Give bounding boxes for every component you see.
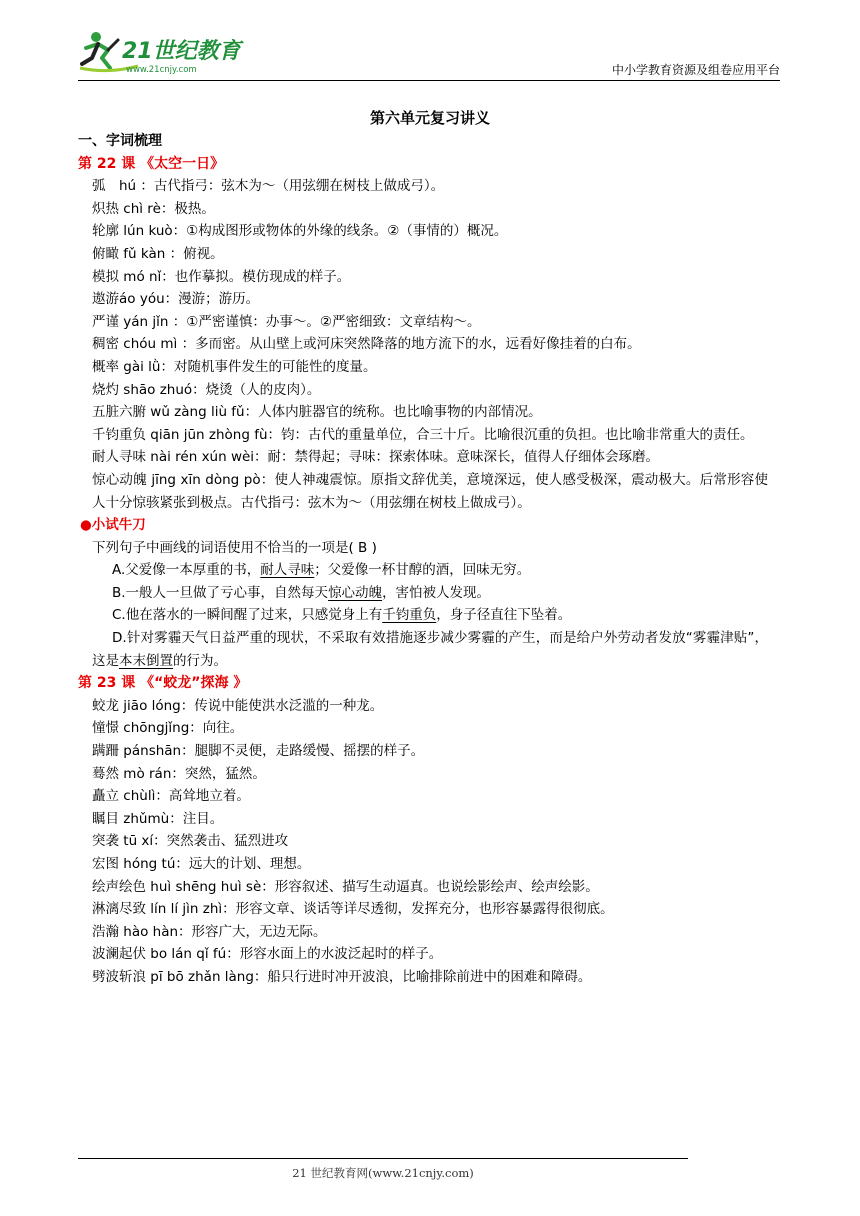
lesson-23-title: 第 23 课 《“蛟龙”探海 》: [78, 675, 248, 692]
vocab-entry: 蛟龙 jiāo lóng：传说中能使洪水泛滥的一种龙。: [92, 697, 384, 714]
vocab-entry: 炽热 chì rè：极热。: [92, 200, 215, 217]
lesson-22-title: 第 22 课 《太空一日》: [78, 155, 225, 172]
vocab-entry: 劈波斩浪 pī bō zhǎn làng：船只行进时冲开波浪，比喻排除前进中的困难和障碍。: [92, 968, 592, 985]
vocab-entry: 千钧重负 qiān jūn zhòng fù：钧：古代的重量单位，合三十斤。比喻很沉重的负担。也比喻非常重大的责任。: [92, 426, 754, 443]
header-divider: [78, 80, 780, 81]
footer-text: 21 世纪教育网(www.21cnjy.com): [292, 1166, 474, 1180]
vocab-entry: 五脏六腑 wǔ zàng liù fǔ：人体内脏器官的统称。也比喻事物的内部情况。: [92, 404, 542, 421]
vocab-entry: 概率 gài lǜ：对随机事件发生的可能性的度量。: [92, 358, 377, 375]
svg-text:21世纪教育: 21世纪教育: [122, 39, 241, 64]
lesson-22-entries: [78, 175, 768, 514]
vocab-entry: 波澜起伏 bo lán qǐ fú：形容水面上的水波泛起时的样子。: [92, 946, 443, 963]
svg-text:www.21cnjy.com: www.21cnjy.com: [126, 65, 197, 75]
vocab-entry: 瞩目 zhǔmù：注目。: [92, 810, 224, 827]
vocab-entry: 轮廓 lún kuò：①构成图形或物体的外缘的线条。②（事情的）概况。: [92, 223, 508, 240]
logo-21cnjy: [78, 28, 278, 76]
vocab-entry: 蓦然 mò rán：突然，猛然。: [92, 765, 266, 782]
vocab-entry: 淋漓尽致 lín lí jìn zhì：形容文章、谈话等详尽透彻，发挥充分，也形容暴露得很彻底。: [92, 901, 614, 918]
footer-divider: [78, 1158, 688, 1159]
vocab-entry: 弧 hú ：古代指弓：弦木为～（用弦绷在树枝上做成弓）。: [92, 178, 445, 195]
vocab-entry: 绘声绘色 huì shēng huì sè：形容叙述、描写生动逼真。也说绘影绘声、绘声绘影。: [92, 878, 599, 895]
vocab-entry: 矗立 chùlì：高耸地立着。: [92, 788, 250, 805]
vocab-entry: 蹒跚 pánshān：腿脚不灵便，走路缓慢、摇摆的样子。: [92, 743, 425, 760]
quiz-option-d: D.针对雾霾天气日益严重的现状，不采取有效措施逐步减少雾霾的产生，而是给户外劳动者发放“雾霾津贴”，这是本末倒置的行为。: [92, 630, 768, 669]
vocab-entry: 惊心动魄 jīng xīn dòng pò：使人神魂震惊。原指文辞优美，意境深远，使人感受极深，震动极大。后常形容使人十分惊骇紧张到极点。古代指弓：弦木为～（用弦绷在树枝上做成弓）。: [92, 471, 768, 511]
vocab-entry: 烧灼 shāo zhuó：烧烫（人的皮肉）。: [92, 381, 321, 398]
document-title: 第六单元复习讲义: [369, 109, 490, 127]
document-body: [78, 130, 768, 989]
page-header: [78, 28, 780, 80]
vocab-entry: 突袭 tū xí：突然袭击、猛烈进攻: [92, 833, 289, 850]
vocab-entry: 浩瀚 hào hàn：形容广大，无边无际。: [92, 923, 327, 940]
lesson-23-entries: [78, 695, 768, 989]
quiz-question: 下列句子中画线的词语使用不恰当的一项是( B ): [92, 539, 377, 556]
platform-name: 中小学教育资源及组卷应用平台: [611, 63, 780, 77]
quiz-label: ●小试牛刀: [80, 517, 146, 534]
vocab-entry: 稠密 chóu mì ：多而密。从山壁上或河床突然降落的地方流下的水，远看好像挂着的白布。: [92, 336, 641, 353]
quiz-option-a: A.父爱像一本厚重的书，耐人寻味；父爱像一杯甘醇的酒，回味无穷。: [112, 562, 531, 579]
vocab-entry: 模拟 mó nǐ：也作摹拟。模仿现成的样子。: [92, 268, 351, 285]
vocab-entry: 耐人寻味 nài rén xún wèi：耐：禁得起；寻味：探索体味。意味深长，值得人仔细体会琢磨。: [92, 449, 660, 466]
vocab-entry: 俯瞰 fǔ kàn ：俯视。: [92, 245, 224, 262]
vocab-entry: 宏图 hóng tú：远大的计划、理想。: [92, 856, 311, 872]
quiz-option-b: B.一般人一旦做了亏心事，自然每天惊心动魄，害怕被人发现。: [112, 584, 491, 601]
vocab-entry: 憧憬 chōngjǐng：向往。: [92, 720, 244, 737]
vocab-entry: 严谨 yán jǐn ：①严密谨慎：办事～。②严密细致：文章结构～。: [92, 313, 481, 330]
quiz-option-c: C.他在落水的一瞬间醒了过来，只感觉身上有千钧重负，身子径直往下坠着。: [112, 607, 572, 624]
vocab-entry: 遨游áo yóu：漫游；游历。: [92, 291, 260, 308]
section-heading: 一、字词梳理: [78, 133, 162, 149]
